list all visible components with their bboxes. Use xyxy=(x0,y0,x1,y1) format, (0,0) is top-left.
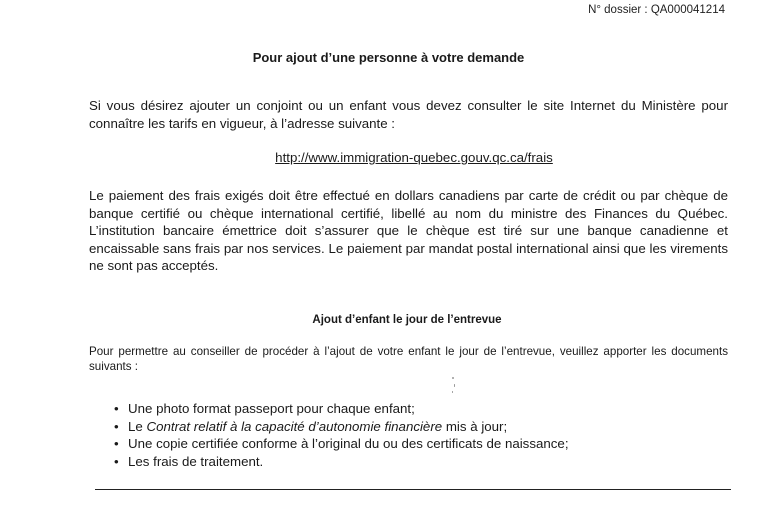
list-item xyxy=(114,400,569,418)
scan-speck xyxy=(452,377,454,379)
documents-list xyxy=(114,400,569,470)
list-item xyxy=(114,418,569,436)
list-item-text: Une copie certifiée conforme à l’original du ou des certificats de naissance; xyxy=(128,436,569,451)
dossier-number: N° dossier : QA000041214 xyxy=(588,4,725,16)
contract-title: Contrat relatif à la capacité d’autonomie financière xyxy=(146,418,443,434)
section-title-ajout-enfant: Ajout d’enfant le jour de l’entrevue xyxy=(312,314,502,326)
list-item xyxy=(114,435,569,453)
list-item-text: Les frais de traitement. xyxy=(128,453,264,469)
list-item xyxy=(114,453,569,471)
list-item-prefix: Le xyxy=(128,418,147,434)
scan-speck xyxy=(452,391,453,393)
fees-url-link[interactable]: http://www.immigration-quebec.gouv.qc.ca/frais xyxy=(275,150,553,165)
list-item-text: Une photo format passeport pour chaque enfant; xyxy=(128,401,415,416)
list-item-suffix: mis à jour; xyxy=(442,418,508,434)
scan-speck xyxy=(454,384,455,387)
section-title-ajout-personne: Pour ajout d’une personne à votre demande xyxy=(252,50,525,65)
paragraph-documents-intro: Pour permettre au conseiller de procéder à l’ajout de votre enfant le jour de l’entrevue, veuillez apporter les documents suivants : xyxy=(89,345,728,373)
paragraph-payment: Le paiement des frais exigés doit être effectué en dollars canadiens par carte de crédit ou par chèque de banque certifié ou chèque international certifié, libellé au nom du ministre des Finances du Québec. L’institution bancaire émettrice doit s’assurer que le chèque est tiré sur une banque canadienne et encaissable sans frais par nos services. Le paiement par mandat postal international ainsi que les virements ne sont pas acceptés. xyxy=(89,188,728,273)
paragraph-intro: Si vous désirez ajouter un conjoint ou un enfant vous devez consulter le site Internet du Ministère pour connaître les tarifs en vigueur, à l’adresse suivante : xyxy=(89,98,728,131)
footer-divider xyxy=(95,489,731,490)
